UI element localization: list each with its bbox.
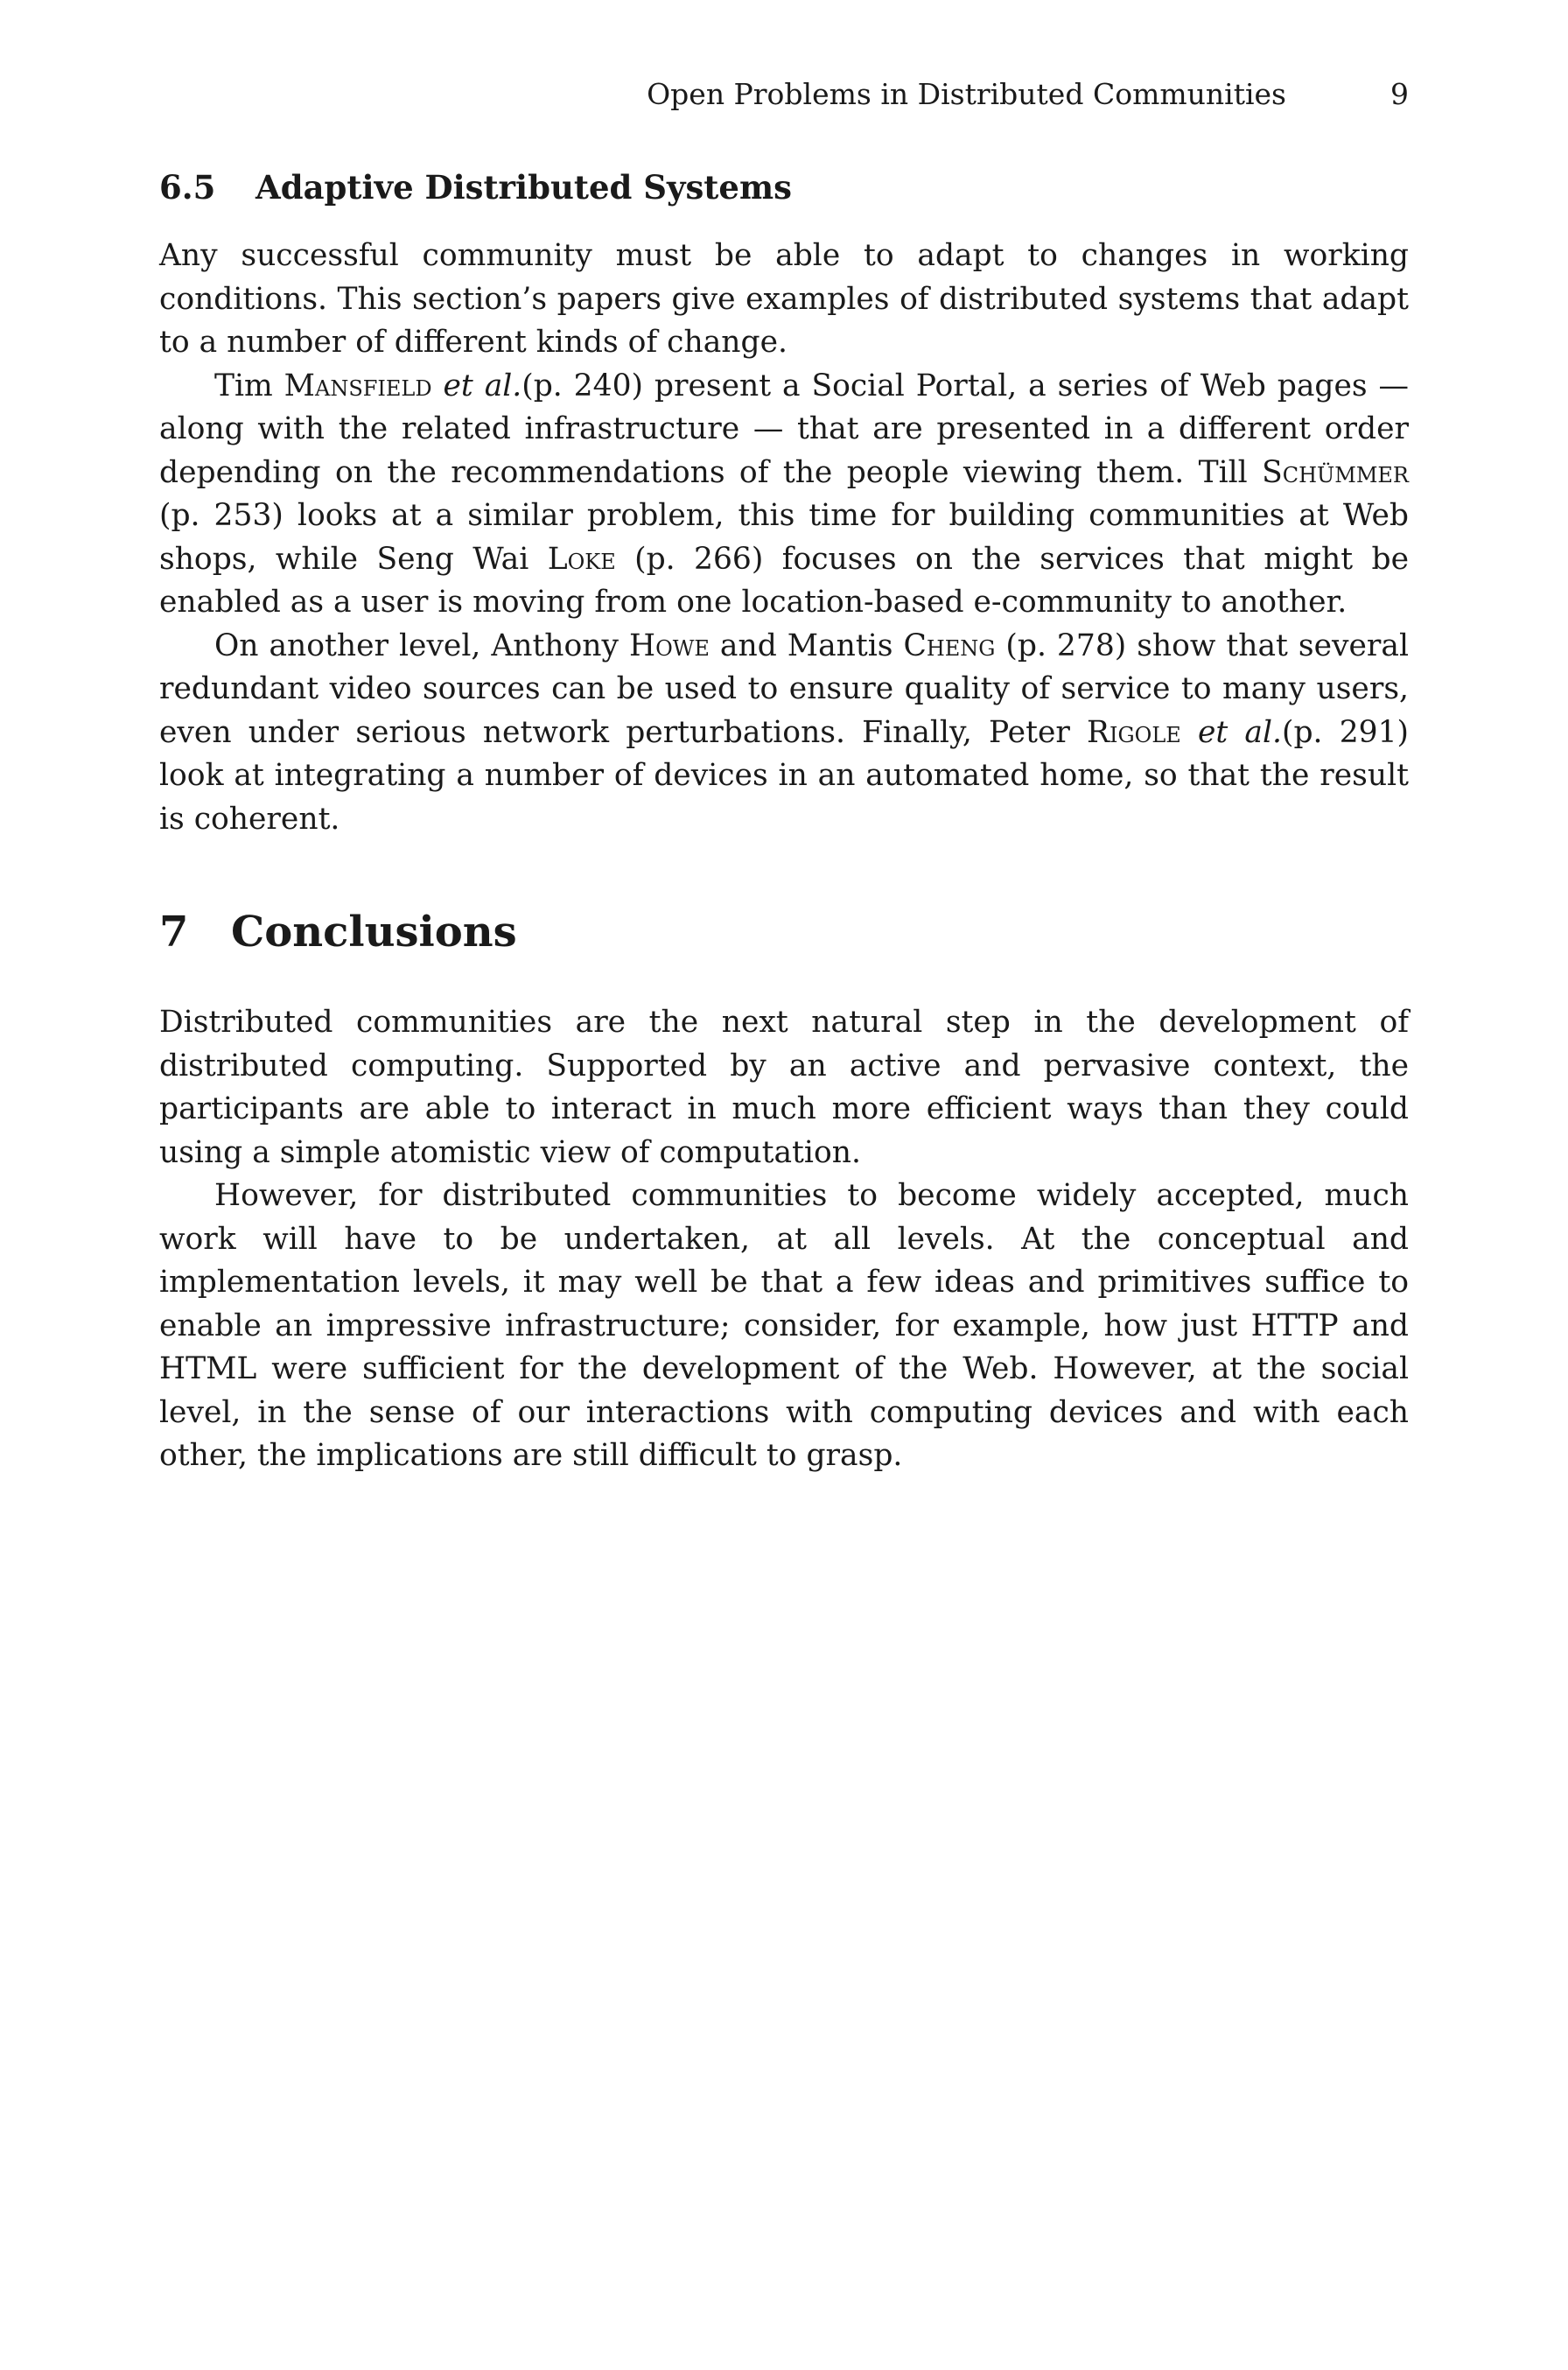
author-name: Loke	[547, 541, 616, 577]
section-body	[159, 1001, 1409, 1478]
author-name: Mansfield	[284, 368, 432, 403]
text-run	[432, 368, 444, 403]
paragraph: Distributed communities are the next natural step in the development of distributed computing. Supported by an active and pervasive context, the participants are able to interact in much more efficient ways than they could using a simple atomistic view of computation.	[159, 1005, 1409, 1170]
paragraph: However, for distributed communities to become widely accepted, much work will have to be undertaken, at all levels. At the conceptual and implementation levels, it may well be that a few ideas and primitives suffice to enable an impressive infrastructure; consider, for example, how just HTTP and HTML were sufficient for the development of the Web. However, at the social level, in the sense of our interactions with computing devices and with each other, the implications are still difficult to grasp.	[159, 1178, 1409, 1473]
author-name: Schümmer	[1262, 454, 1409, 490]
paragraph: Any successful community must be able to adapt to changes in working conditions. This section’s papers give examples of distributed systems that adapt to a number of different kinds of change.	[159, 238, 1409, 360]
text-run: and Mantis	[709, 628, 904, 663]
page-number: 9	[1390, 77, 1409, 111]
subsection-title: Adaptive Distributed Systems	[256, 168, 792, 207]
text-run: (p. 240) present a Social Portal, a series of Web pages — along with the related infrastructure — that are presented in a different order depending on the recommendations of the people viewing them. Till	[159, 368, 1409, 490]
author-name: Howe	[628, 628, 710, 663]
subsection-body	[159, 235, 1409, 841]
author-name: Cheng	[903, 628, 996, 663]
author-name: Rigole	[1087, 714, 1181, 750]
subsection-heading	[159, 166, 792, 208]
section-heading	[159, 906, 517, 958]
section-number: 7	[159, 908, 189, 957]
text-run: (p. 253) looks at a similar problem, this time for building communities at Web shops, while Seng Wai	[159, 498, 1409, 577]
text-run	[1181, 715, 1198, 750]
paragraph	[159, 625, 1409, 842]
text-run: On another level, Anthony	[214, 628, 629, 663]
et-al: et al.	[443, 368, 522, 403]
running-head	[159, 75, 1409, 114]
text-run: Tim	[214, 368, 284, 403]
paragraph	[159, 365, 1409, 625]
text-run: (p. 266) focuses on the services that might be enabled as a user is moving from one location-based e-community to another.	[159, 541, 1409, 620]
text-run: (p. 291) look at integrating a number of devices in an automated home, so that the result is coherent.	[159, 714, 1410, 837]
running-head-title: Open Problems in Distributed Communities	[647, 77, 1286, 111]
et-al: et al.	[1197, 714, 1283, 750]
text-run: (p. 278) show that several redundant video sources can be used to ensure quality of service to many users, even under serious network perturbations. Finally, Peter	[159, 628, 1409, 750]
subsection-number: 6.5	[159, 168, 216, 207]
section-title: Conclusions	[231, 908, 517, 957]
